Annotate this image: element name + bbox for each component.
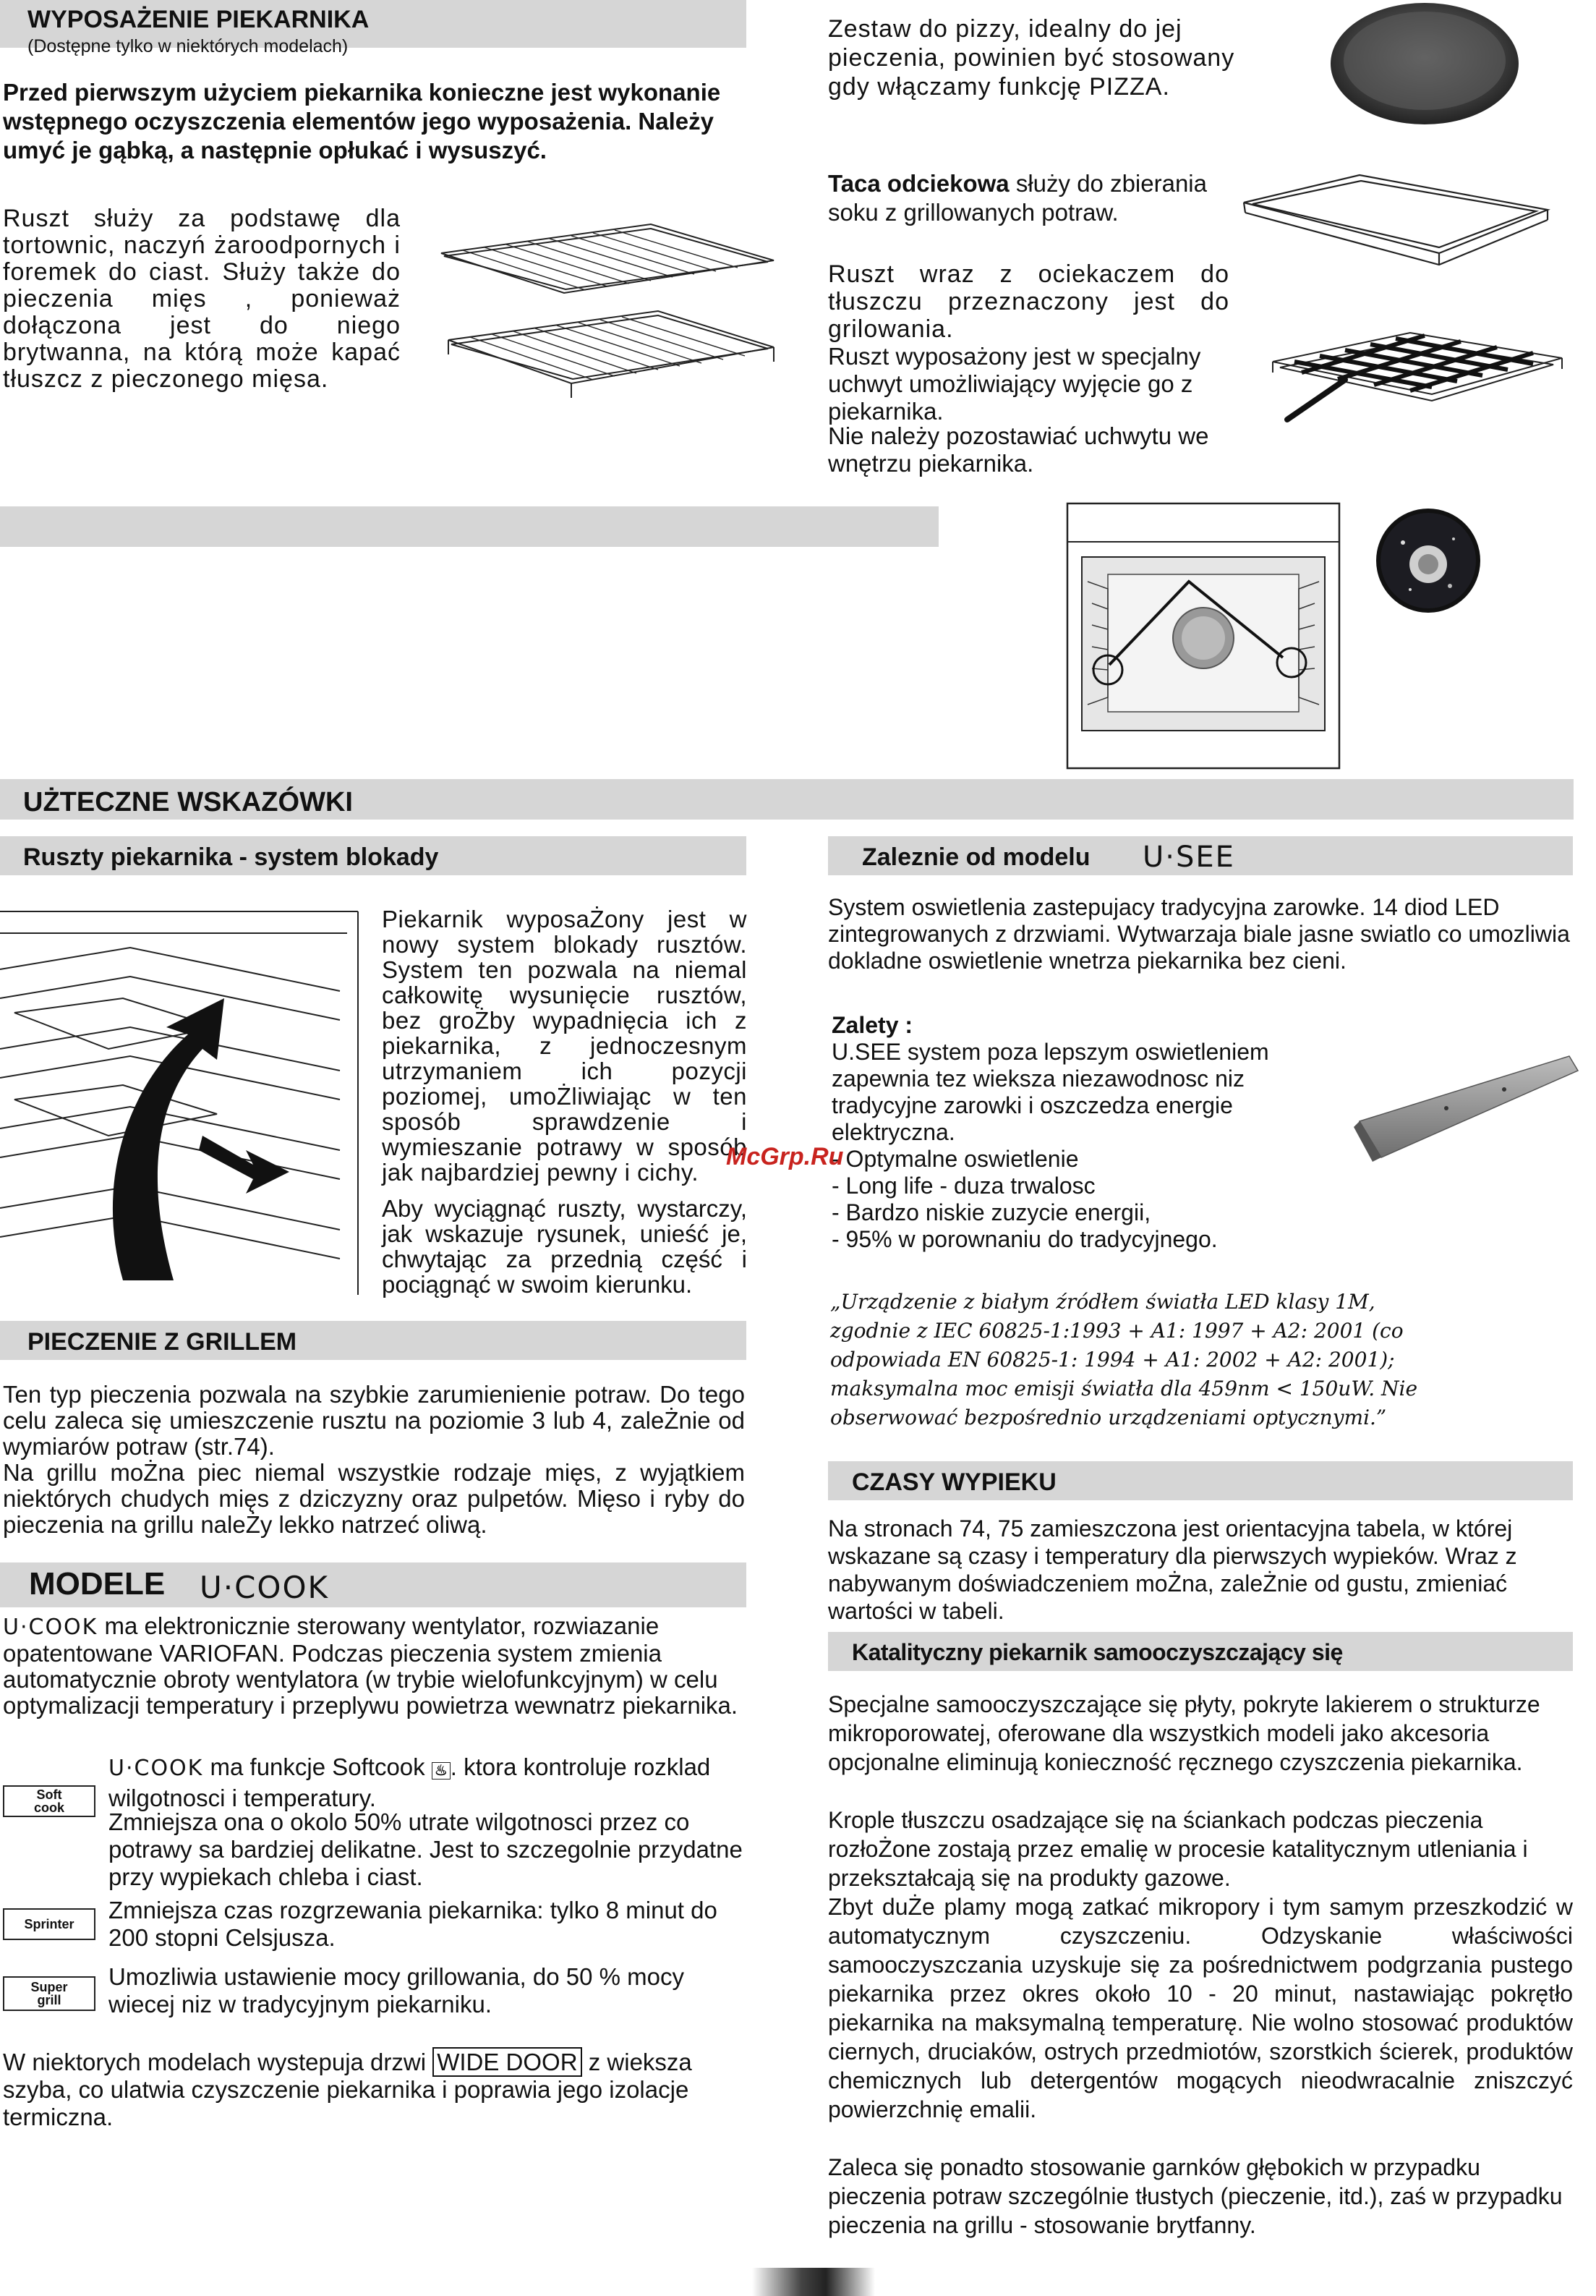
grill-rack-text: Ruszt wraz z ociekaczem do tłuszczu przeznaczony jest do grilowania. bbox=[828, 260, 1229, 343]
catalytic-title: Katalityczny piekarnik samooczyszczający się bbox=[852, 1639, 1343, 1665]
softcook-text: U·COOK ma funkcje Softcook ♨ . ktora kontroluje rozklad wilgotnosci i temperatury. bbox=[108, 1753, 711, 1811]
oven-light-closeup-icon bbox=[1374, 506, 1482, 615]
grill-title: PIECZENIE Z GRILLEM bbox=[27, 1328, 297, 1356]
drip-tray-text bbox=[828, 169, 1240, 227]
accessories-subtitle: (Dostępne tylko w niektórych modelach) bbox=[27, 36, 349, 56]
usee-advantages-text: U.SEE system poza lepszym oswietleniem zapewnia tez wieksza niezawodnosc niz tradycyjne zarowki i oszczedza energie elektryczna. bbox=[832, 1039, 1269, 1145]
sprinter-text: Zmniejsza czas rozgrzewania piekarnika: tylko 8 minut do 200 stopni Celsjusza. bbox=[108, 1897, 717, 1951]
usee-list-item: - Bardzo niskie zuzycie energii, bbox=[832, 1199, 1151, 1225]
handle-text-1: Ruszt wyposażony jest w specjalny uchwyt umożliwiający wyjęcie go z piekarnika. bbox=[828, 343, 1201, 425]
usee-list bbox=[832, 1146, 1381, 1253]
catalytic-p4: Zaleca się ponadto stosowanie garnków głębokich w przypadku pieczenia potraw szczególnie tłustych (pieczenie, itd.), zaś w przypadku pieczenia na grillu - stosowanie brytfanny. bbox=[828, 2154, 1563, 2238]
rack-text: Ruszt służy za podstawę dla tortownic, naczyń żaroodpornych i foremek do ciast. Służy także do pieczenia mięs , ponieważ dołączona jest do niego brytwanna, na którą może kapać tłuszcz z pieczonego mięsa. bbox=[3, 205, 401, 393]
drip-tray-bold: Taca odciekowa bbox=[828, 170, 1010, 197]
rails-subtitle: Ruszty piekarnika - system blokady bbox=[23, 843, 439, 871]
supergrill-icon: Super grill bbox=[3, 1976, 95, 2011]
models-title: MODELE bbox=[29, 1566, 166, 1602]
models-text-1-body: ma elektronicznie sterowany wentylator, rozwiazanie opatentowane VARIOFAN. Podczas pieczenia system zmienia automatycznie obroty wentylatora (w trybie wielofunkcyjnym) w celu optymalizacji temperatury i przeplywu powietrza wewnatrz piekarnika. bbox=[3, 1612, 738, 1719]
ucook-inline-logo-2: U·COOK bbox=[108, 1756, 204, 1781]
softcook-text-2: Zmniejsza ona o okolo 50% utrate wilgotnosci przez co potrawy sa bardziej delikatne. Jest to szczegolnie przydatne przy wypiekach chleba i ciast. bbox=[108, 1808, 743, 1890]
catalytic-p1: Specjalne samooczyszczające się płyty, pokryte lakierem o strukturze mikroporowatej, oferowane dla wszystkich modeli jako akcesoria opcjonalne eliminują konieczność ręcznego czyszczenia piekarnika. bbox=[828, 1691, 1540, 1775]
usee-title: Zaleznie od modelu bbox=[862, 843, 1091, 871]
oven-rails-illustration bbox=[0, 904, 362, 1295]
usee-list-item: - Optymalne oswietlenie bbox=[832, 1146, 1079, 1172]
models-text-1 bbox=[3, 1613, 748, 1719]
handle-text-2: Nie należy pozostawiać uchwytu we wnętrzu piekarnika. bbox=[828, 422, 1209, 477]
accessories-title: WYPOSAŻENIE PIEKARNIKA bbox=[27, 6, 370, 33]
usee-list-item: - 95% w porownaniu do tradycyjnego. bbox=[832, 1226, 1218, 1252]
usee-logo: U·SEE bbox=[1143, 841, 1235, 874]
oven-interior-illustration bbox=[1066, 502, 1341, 770]
softcook-inline-icon: ♨ bbox=[432, 1762, 451, 1780]
pizza-text: Zestaw do pizzy, idealny do jej pieczenia, powinien być stosowany gdy włączamy funkcję PIZZA. bbox=[828, 15, 1235, 101]
sprinter-icon: Sprinter bbox=[3, 1908, 95, 1940]
rails-text-1: Piekarnik wyposaŻony jest w nowy system blokady rusztów. System ten pozwala na niemal całkowitę wysunięcie rusztów, bez groŻby wypadnięcia ich z piekarnika, z jednoczesnym utrzymaniem ich pozycji poziomej, umoŻliwiając w ten sposób sprawdzenie i wymieszanie potrawy w sposób jak najbardziej pewny i cichy. bbox=[382, 906, 747, 1186]
usee-text: System oswietlenia zastepujacy tradycyjna zarowke. 14 diod LED zintegrowanych z drzwiami. Wytwarzaja biale jasne swiatlo co umozliwia dokladne oswietlenie wnetrza piekarnika bez cieni. bbox=[828, 894, 1570, 974]
catalytic-p3: Zbyt duŻe plamy mogą zatkać mikropory i tym samym przeszkodzić w automatycznym czyszczeniu. Odzyskanie właściwości samooczyszczania uzyskuje się za pośrednictwem podgrzania pustego piekarnika przez okres około 10 - 20 minut, nastawiając pokrętło piekarnika na maksymalną temperaturę. Nie wolno stosować produktów ciernych, druciaków, ostrych przedmiotów, szorstkich ścierek, produktów chemicznych lub detergentów mogących nieodwracalnie zniszczyć powierzchnię emalii. bbox=[828, 1894, 1573, 2122]
catalytic-p2: Krople tłuszczu osadzające się na ściankach podczas pieczenia rozłoŻone zostają przez emalię w procesie katalitycznym utleniania i przekształcają się na produkty gazowe. bbox=[828, 1807, 1528, 1891]
middle-separator-bar bbox=[0, 506, 939, 547]
widedoor-text: W niektorych modelach wystepuja drzwi WIDE DOOR z wieksza szyba, co ulatwia czyszczenie piekarnika i poprawia jego izolacje termiczna. bbox=[3, 2049, 692, 2130]
softcook-icon: Soft cook bbox=[3, 1785, 95, 1817]
pizza-tray-illustration bbox=[1327, 0, 1522, 130]
drip-tray-illustration bbox=[1229, 166, 1562, 282]
wire-rack-illustration bbox=[434, 210, 781, 405]
usee-list-item: - Long life - duza trwalosc bbox=[832, 1173, 1096, 1199]
grill-rack-with-handle-illustration bbox=[1258, 304, 1576, 448]
grill-text-1: Ten typ pieczenia pozwala na szybkie zarumienienie potraw. Do tego celu zaleca się umieszczenie rusztu na poziomie 3 lub 4, zaleŻnie od wymiarów potraw (str.74). bbox=[3, 1381, 745, 1460]
led-note: „Urządzenie z białym źródłem światła LED klasy 1M, zgodnie z IEC 60825-1:1993 + A1: 1997 + A2: 2001 (co odpowiada EN 60825-1: 1994 + A1: 2002 + A2: 2001); maksymalna moc emisji światła dla 459nm < 150uW. Nie obserwować bezpośrednio urządzeniami optycznymi.” bbox=[830, 1290, 1418, 1429]
led-strip-illustration bbox=[1352, 1042, 1584, 1172]
times-text: Na stronach 74, 75 zamieszczona jest orientacyjna tabela, w której wskazane są czasy i temperatury dla pierwszych wypieków. Wraz z nabywanym doświadczeniem moŻna, zaleŻnie od gustu, zmieniać wartości w tabeli. bbox=[828, 1515, 1517, 1624]
usee-advantages-title: Zalety : bbox=[832, 1012, 913, 1038]
drip-tray-rest: służy do zbierania soku z grillowanych potraw. bbox=[828, 170, 1207, 226]
ucook-logo: U·COOK bbox=[200, 1570, 330, 1605]
tips-title: UŻTECZNE WSKAZÓWKI bbox=[23, 787, 353, 817]
accessories-intro: Przed pierwszym użyciem piekarnika konieczne jest wykonanie wstępnego oczyszczenia elementów jego wyposażenia. Należy umyć je gąbką, a następnie opłukać i wysuszyć. bbox=[3, 79, 721, 163]
rails-text-2: Aby wyciągnąć ruszty, wystarczy, jak wskazuje rysunek, unieść je, chwytając za przednią część i pociągnąć w swoim kierunku. bbox=[382, 1195, 747, 1298]
ucook-inline-logo-1: U·COOK bbox=[3, 1615, 98, 1640]
grill-text-2: Na grillu moŻna piec niemal wszystkie rodzaje mięs, z wyjątkiem niektórych chudych mięs z dziczyzny oraz pulpetów. Mięso i ryby do pieczenia na grillu naleŻy lekko natrzeć oliwą. bbox=[3, 1459, 745, 1538]
watermark: McGrp.Ru bbox=[726, 1143, 844, 1170]
page-edge-tab bbox=[752, 2268, 875, 2296]
times-title: CZASY WYPIEKU bbox=[852, 1468, 1057, 1496]
widedoor-badge: WIDE DOOR bbox=[432, 2047, 581, 2077]
supergrill-text: Umozliwia ustawienie mocy grillowania, do 50 % mocy wiecej niz w tradycyjnym piekarniku. bbox=[108, 1963, 684, 2017]
